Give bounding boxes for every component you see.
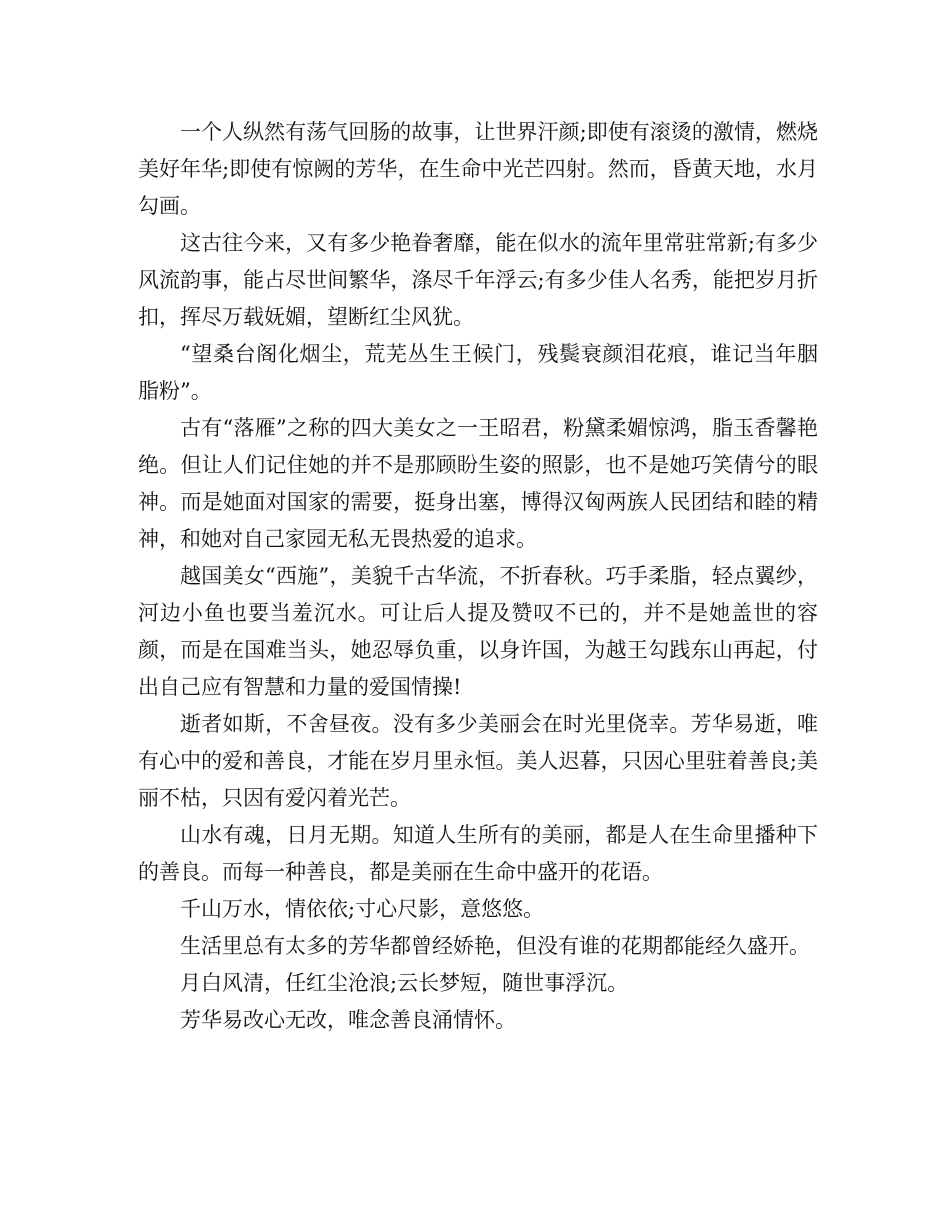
paragraph-4: 古有“落雁”之称的四大美女之一王昭君，粉黛柔媚惊鸿，脂玉香馨艳绝。但让人们记住她的并不是那顾盼生姿的照影，也不是她巧笑倩兮的眼神。而是她面对国家的需要，挺身出塞，博得汉匈两族人民团结和睦的精神，和她对自己家园无私无畏热爱的追求。	[138, 416, 818, 551]
paragraph-9: 生活里总有太多的芳华都曾经娇艳，但没有谁的花期都能经久盛开。	[180, 934, 810, 958]
article-body	[138, 114, 818, 1039]
paragraph-1: 一个人纵然有荡气回肠的故事，让世界汗颜;即使有滚烫的激情，燃烧美好年华;即使有惊阙的芳华，在生命中光芒四射。然而，昏黄天地，水月勾画。	[138, 120, 818, 218]
paragraph-11: 芳华易改心无改，唯念善良涌情怀。	[180, 1008, 516, 1032]
paragraph-10: 月白风清，任红尘沧浪;云长梦短，随世事浮沉。	[180, 971, 629, 995]
paragraph-2: 这古往今来，又有多少艳眷奢靡，能在似水的流年里常驻常新;有多少风流韵事，能占尽世间繁华，涤尽千年浮云;有多少佳人名秀，能把岁月折扣，挥尽万载妩媚，望断红尘风犹。	[138, 231, 818, 329]
paragraph-6: 逝者如斯，不舍昼夜。没有多少美丽会在时光里侥幸。芳华易逝，唯有心中的爱和善良，才能在岁月里永恒。美人迟暮，只因心里驻着善良;美丽不枯，只因有爱闪着光芒。	[138, 712, 818, 810]
paragraph-8: 千山万水，情依依;寸心尺影，意悠悠。	[180, 897, 545, 921]
paragraph-3: “望桑台阁化烟尘，荒芜丛生王候门，残鬓衰颜泪花痕，谁记当年胭脂粉”。	[138, 342, 818, 403]
paragraph-7: 山水有魂，日月无期。知道人生所有的美丽，都是人在生命里播种下的善良。而每一种善良，都是美丽在生命中盛开的花语。	[138, 823, 818, 884]
paragraph-5: 越国美女“西施”，美貌千古华流，不折春秋。巧手柔脂，轻点翼纱，河边小鱼也要当羞沉水。可让后人提及赞叹不已的，并不是她盖世的容颜，而是在国难当头，她忍辱负重，以身许国，为越王勾践东山再起，付出自己应有智慧和力量的爱国情操!	[138, 564, 818, 699]
